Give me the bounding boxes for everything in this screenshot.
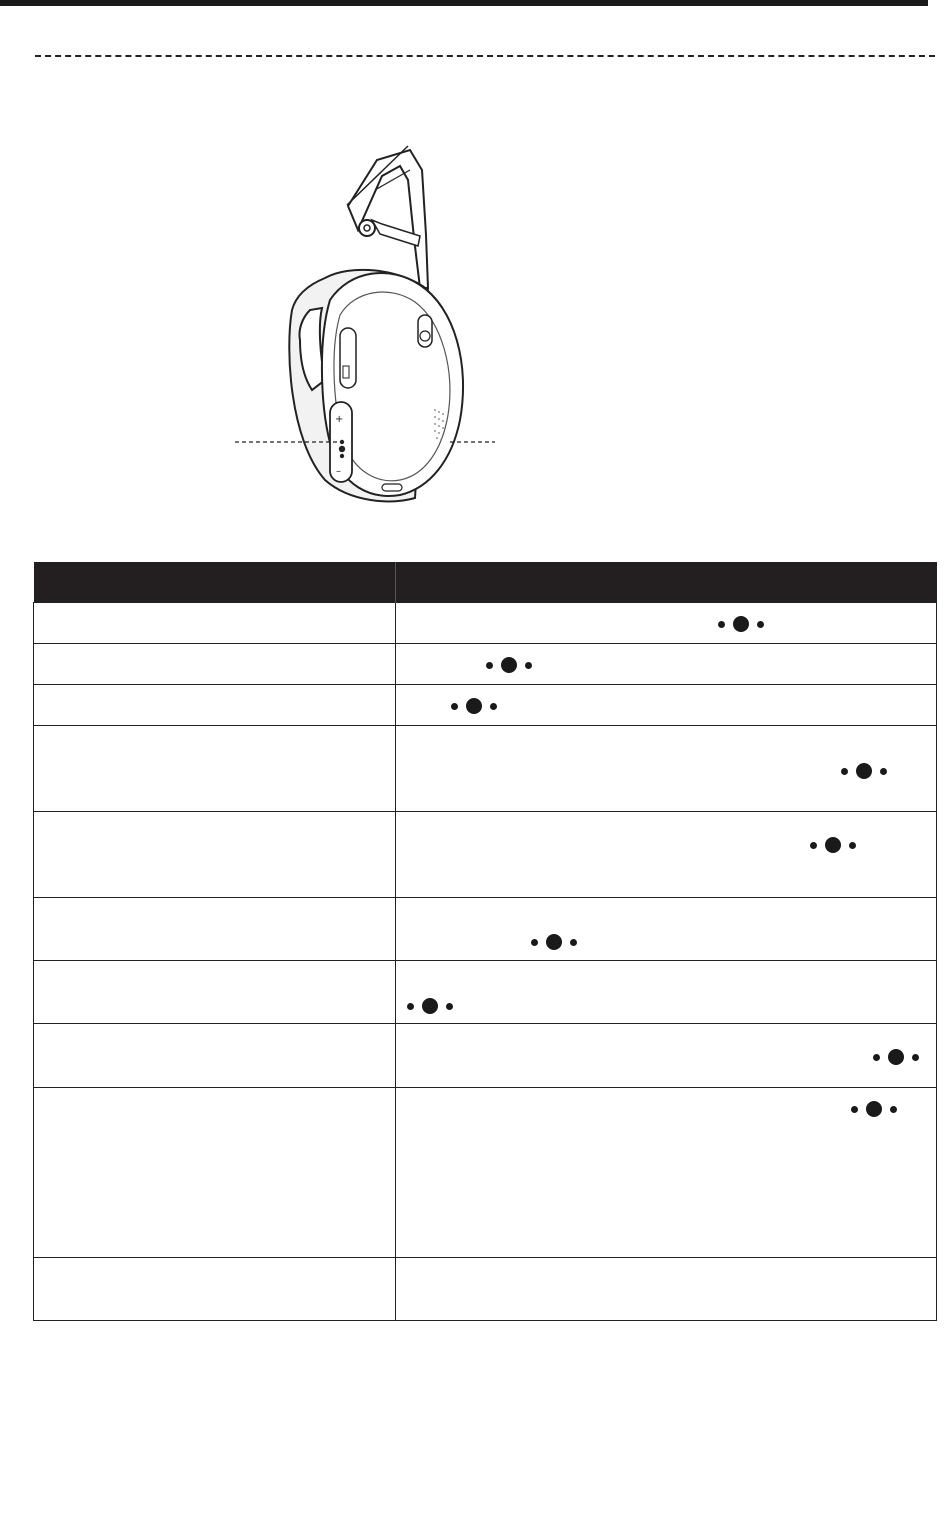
table-row [34,1024,937,1088]
function-cell [34,1258,396,1321]
table-row [34,685,937,726]
multi-function-button-icon [486,655,536,675]
top-rule [0,0,928,6]
column-header-action [396,562,937,603]
function-cell [34,898,396,961]
action-cell [396,1088,937,1258]
svg-text:–: – [336,466,341,477]
multi-function-button-icon [407,996,457,1016]
multi-function-button-icon [841,761,891,781]
table-row [34,1088,937,1258]
function-cell [34,812,396,898]
multi-function-button-icon [531,932,581,952]
action-cell [396,644,937,685]
multi-function-button-icon [718,614,768,634]
svg-text:+: + [335,414,344,425]
action-cell [396,685,937,726]
column-header-function [34,562,396,603]
action-cell [396,1258,937,1321]
controls-table [33,562,937,1321]
table-row [34,961,937,1024]
function-cell [34,644,396,685]
table-row [34,726,937,812]
function-cell [34,1024,396,1088]
action-cell [396,898,937,961]
dashed-divider [35,55,935,57]
table-row [34,898,937,961]
headphone-illustration [230,140,505,510]
table-row [34,603,937,644]
table-header-row [34,562,937,603]
function-cell [34,603,396,644]
action-cell [396,726,937,812]
function-cell [34,961,396,1024]
action-cell [396,812,937,898]
multi-function-button-icon [851,1099,901,1119]
function-cell [34,685,396,726]
action-cell [396,603,937,644]
function-cell [34,726,396,812]
multi-function-button-icon [451,696,501,716]
multi-function-button-icon [810,835,860,855]
table-row [34,812,937,898]
multi-function-button-icon [873,1047,923,1067]
table-row [34,1258,937,1321]
action-cell [396,961,937,1024]
function-cell [34,1088,396,1258]
action-cell [396,1024,937,1088]
table-row [34,644,937,685]
